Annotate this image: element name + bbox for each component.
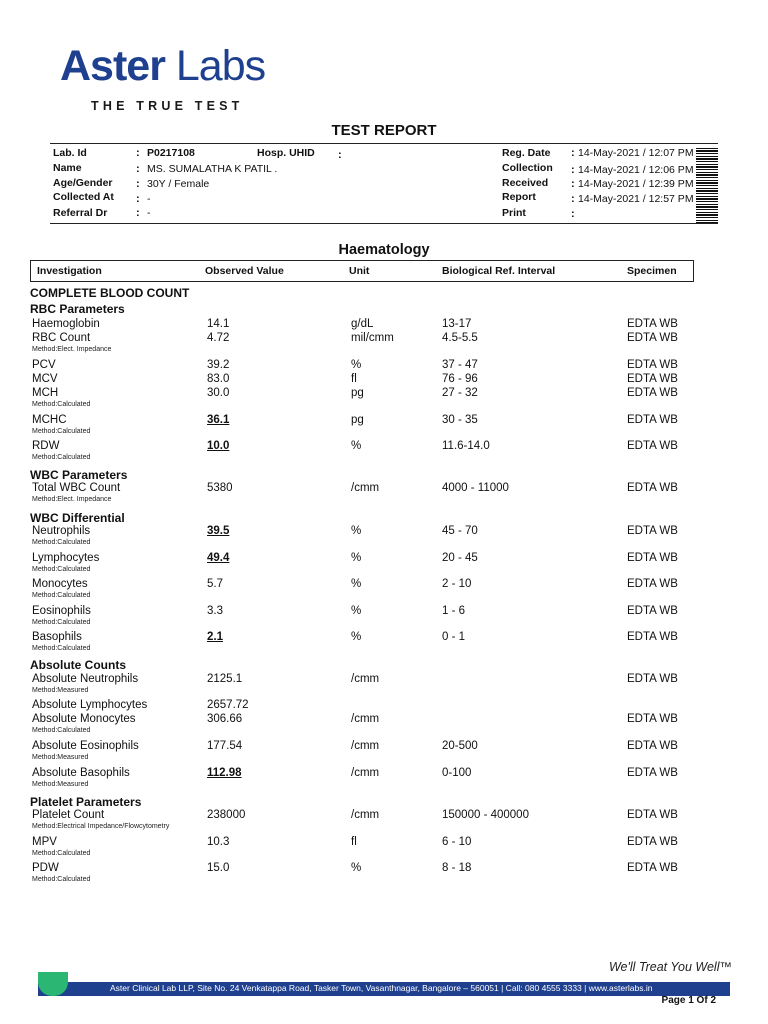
- method-note: Method:Electrical Impedance/Flowcytometry: [32, 823, 170, 830]
- unit: mil/cmm: [351, 332, 394, 344]
- method-note: Method:Calculated: [32, 401, 91, 408]
- colon: :: [338, 149, 342, 161]
- method-note: Method:Elect. Impedance: [32, 496, 112, 503]
- unit: %: [351, 862, 362, 874]
- unit: %: [351, 631, 362, 643]
- observed-value: 2.1: [207, 631, 223, 643]
- col-specimen: Specimen: [627, 265, 677, 277]
- specimen: EDTA WB: [627, 318, 678, 330]
- test-name: PCV: [32, 359, 56, 371]
- method-note: Method:Measured: [32, 754, 89, 761]
- age-gender-value: 30Y / Female: [147, 178, 210, 190]
- unit: fl: [351, 836, 357, 848]
- specimen: EDTA WB: [627, 359, 678, 371]
- ref-interval: 0-100: [442, 767, 472, 779]
- unit: fl: [351, 373, 357, 385]
- observed-value: 2657.72: [207, 699, 249, 711]
- brand-tagline: THE TRUE TEST: [91, 99, 244, 113]
- ref-interval: 2 - 10: [442, 578, 472, 590]
- observed-value: 36.1: [207, 414, 230, 426]
- test-name: MCV: [32, 373, 58, 385]
- specimen: EDTA WB: [627, 525, 678, 537]
- colon: :: [136, 207, 140, 219]
- test-name: Absolute Eosinophils: [32, 740, 139, 752]
- test-name: MPV: [32, 836, 57, 848]
- col-observed-value: Observed Value: [205, 265, 284, 277]
- colon: :: [136, 178, 140, 190]
- observed-value: 112.98: [207, 767, 242, 779]
- footer-address: Aster Clinical Lab LLP, Site No. 24 Venkatappa Road, Tasker Town, Vasanthnagar, Bangalore – 560051 | Call: 080 4555 3333 | www.asterlabs.in: [110, 983, 653, 993]
- unit: %: [351, 552, 362, 564]
- specimen: EDTA WB: [627, 862, 678, 874]
- test-name: MCH: [32, 387, 59, 399]
- specimen: EDTA WB: [627, 578, 678, 590]
- ref-interval: 20 - 45: [442, 552, 478, 564]
- observed-value: 3.3: [207, 605, 223, 617]
- colon: :: [571, 208, 575, 220]
- specimen: EDTA WB: [627, 332, 678, 344]
- col-unit: Unit: [349, 265, 370, 277]
- specimen: EDTA WB: [627, 673, 678, 685]
- observed-value: 5380: [207, 482, 233, 494]
- method-note: Method:Calculated: [32, 539, 91, 546]
- observed-value: 14.1: [207, 318, 230, 330]
- specimen: EDTA WB: [627, 767, 678, 779]
- column-header-row: [30, 260, 694, 282]
- method-note: Method:Measured: [32, 687, 89, 694]
- collection-label: Collection: [502, 162, 553, 174]
- header-bottom-divider: [50, 223, 718, 224]
- unit: /cmm: [351, 740, 380, 752]
- group-wbc-parameters: WBC Parameters: [30, 468, 128, 482]
- test-name: Basophils: [32, 631, 82, 643]
- hosp-uhid-label: Hosp. UHID: [257, 147, 315, 159]
- unit: %: [351, 525, 362, 537]
- unit: %: [351, 359, 362, 371]
- test-name: RDW: [32, 440, 60, 452]
- page-number: Page 1 Of 2: [661, 995, 716, 1006]
- observed-value: 30.0: [207, 387, 230, 399]
- specimen: EDTA WB: [627, 605, 678, 617]
- test-name: Total WBC Count: [32, 482, 121, 494]
- colon: :: [571, 147, 575, 159]
- method-note: Method:Calculated: [32, 727, 91, 734]
- specimen: EDTA WB: [627, 482, 678, 494]
- colon: :: [136, 147, 140, 159]
- footer-slogan: We'll Treat You Well™: [608, 960, 732, 974]
- ref-interval: 8 - 18: [442, 862, 472, 874]
- method-note: Method:Calculated: [32, 876, 91, 883]
- print-label: Print: [502, 207, 526, 219]
- collection-value: 14-May-2021 / 12:06 PM: [578, 164, 694, 176]
- section-title: Haematology: [338, 242, 430, 258]
- observed-value: 238000: [207, 809, 246, 821]
- method-note: Method:Calculated: [32, 592, 91, 599]
- ref-interval: 6 - 10: [442, 836, 472, 848]
- ref-interval: 13-17: [442, 318, 472, 330]
- ref-interval: 27 - 32: [442, 387, 478, 399]
- colon: :: [571, 178, 575, 190]
- specimen: EDTA WB: [627, 631, 678, 643]
- ref-interval: 4.5-5.5: [442, 332, 478, 344]
- test-name: MCHC: [32, 414, 67, 426]
- group-absolute-counts: Absolute Counts: [30, 658, 126, 672]
- test-name: Absolute Basophils: [32, 767, 130, 779]
- method-note: Method:Calculated: [32, 619, 91, 626]
- unit: pg: [351, 414, 364, 426]
- test-name: Lymphocytes: [32, 552, 100, 564]
- method-note: Method:Calculated: [32, 566, 91, 573]
- received-label: Received: [502, 177, 549, 189]
- unit: %: [351, 605, 362, 617]
- group-rbc-parameters: RBC Parameters: [30, 302, 125, 316]
- specimen: EDTA WB: [627, 740, 678, 752]
- colon: :: [136, 193, 140, 205]
- observed-value: 39.5: [207, 525, 230, 537]
- collected-at-value: -: [147, 193, 151, 205]
- ref-interval: 11.6-14.0: [442, 440, 490, 452]
- group-complete-blood-count: COMPLETE BLOOD COUNT: [30, 286, 190, 300]
- specimen: EDTA WB: [627, 414, 678, 426]
- observed-value: 177.54: [207, 740, 243, 752]
- test-name: Haemoglobin: [32, 318, 100, 330]
- header-top-divider: [50, 143, 718, 144]
- reg-date-label: Reg. Date: [502, 147, 551, 159]
- report-value: 14-May-2021 / 12:57 PM: [578, 193, 694, 205]
- specimen: EDTA WB: [627, 387, 678, 399]
- ref-interval: 150000 - 400000: [442, 809, 529, 821]
- ref-interval: 0 - 1: [442, 631, 466, 643]
- reg-date-value: 14-May-2021 / 12:07 PM: [578, 147, 694, 159]
- col-investigation: Investigation: [37, 265, 102, 277]
- specimen: EDTA WB: [627, 713, 678, 725]
- group-platelet-parameters: Platelet Parameters: [30, 795, 142, 809]
- method-note: Method:Measured: [32, 781, 89, 788]
- observed-value: 15.0: [207, 862, 230, 874]
- test-name: RBC Count: [32, 332, 91, 344]
- group-wbc-differential: WBC Differential: [30, 511, 125, 525]
- patient-name-value: MS. SUMALATHA K PATIL .: [147, 163, 278, 175]
- ref-interval: 20-500: [442, 740, 478, 752]
- ref-interval: 45 - 70: [442, 525, 478, 537]
- specimen: EDTA WB: [627, 373, 678, 385]
- test-name: Platelet Count: [32, 809, 105, 821]
- method-note: Method:Calculated: [32, 645, 91, 652]
- received-value: 14-May-2021 / 12:39 PM: [578, 178, 694, 190]
- observed-value: 39.2: [207, 359, 230, 371]
- unit: pg: [351, 387, 364, 399]
- observed-value: 83.0: [207, 373, 230, 385]
- colon: :: [571, 164, 575, 176]
- observed-value: 5.7: [207, 578, 223, 590]
- test-name: Absolute Lymphocytes: [32, 699, 148, 711]
- referral-dr-value: -: [147, 207, 151, 219]
- ref-interval: 76 - 96: [442, 373, 478, 385]
- unit: /cmm: [351, 809, 380, 821]
- lab-id-value: P0217108: [147, 147, 195, 159]
- unit: %: [351, 440, 362, 452]
- observed-value: 49.4: [207, 552, 230, 564]
- colon: :: [571, 193, 575, 205]
- referral-dr-label: Referral Dr: [53, 207, 108, 219]
- barcode: [696, 148, 718, 223]
- observed-value: 10.0: [207, 440, 230, 452]
- unit: g/dL: [351, 318, 374, 330]
- unit: %: [351, 578, 362, 590]
- report-title: TEST REPORT: [331, 122, 437, 139]
- specimen: EDTA WB: [627, 809, 678, 821]
- method-note: Method:Calculated: [32, 454, 91, 461]
- observed-value: 2125.1: [207, 673, 243, 685]
- ref-interval: 4000 - 11000: [442, 482, 509, 494]
- unit: /cmm: [351, 767, 380, 779]
- col-ref-interval: Biological Ref. Interval: [442, 265, 556, 277]
- ref-interval: 1 - 6: [442, 605, 466, 617]
- observed-value: 4.72: [207, 332, 230, 344]
- test-name: Absolute Monocytes: [32, 713, 136, 725]
- test-name: PDW: [32, 862, 59, 874]
- specimen: EDTA WB: [627, 552, 678, 564]
- method-note: Method:Calculated: [32, 850, 91, 857]
- specimen: EDTA WB: [627, 836, 678, 848]
- unit: /cmm: [351, 482, 380, 494]
- observed-value: 10.3: [207, 836, 230, 848]
- colon: :: [136, 163, 140, 175]
- aster-labs-logo: Aster Labs: [60, 42, 266, 90]
- unit: /cmm: [351, 713, 380, 725]
- age-gender-label: Age/Gender: [53, 177, 113, 189]
- test-name: Neutrophils: [32, 525, 91, 537]
- observed-value: 306.66: [207, 713, 243, 725]
- test-name: Eosinophils: [32, 605, 91, 617]
- lab-id-label: Lab. Id: [53, 147, 87, 159]
- method-note: Method:Elect. Impedance: [32, 346, 112, 353]
- name-label: Name: [53, 162, 82, 174]
- report-label: Report: [502, 191, 536, 203]
- ref-interval: 30 - 35: [442, 414, 478, 426]
- test-name: Monocytes: [32, 578, 88, 590]
- specimen: EDTA WB: [627, 440, 678, 452]
- unit: /cmm: [351, 673, 380, 685]
- collected-at-label: Collected At: [53, 191, 114, 203]
- ref-interval: 37 - 47: [442, 359, 478, 371]
- method-note: Method:Calculated: [32, 428, 91, 435]
- test-name: Absolute Neutrophils: [32, 673, 139, 685]
